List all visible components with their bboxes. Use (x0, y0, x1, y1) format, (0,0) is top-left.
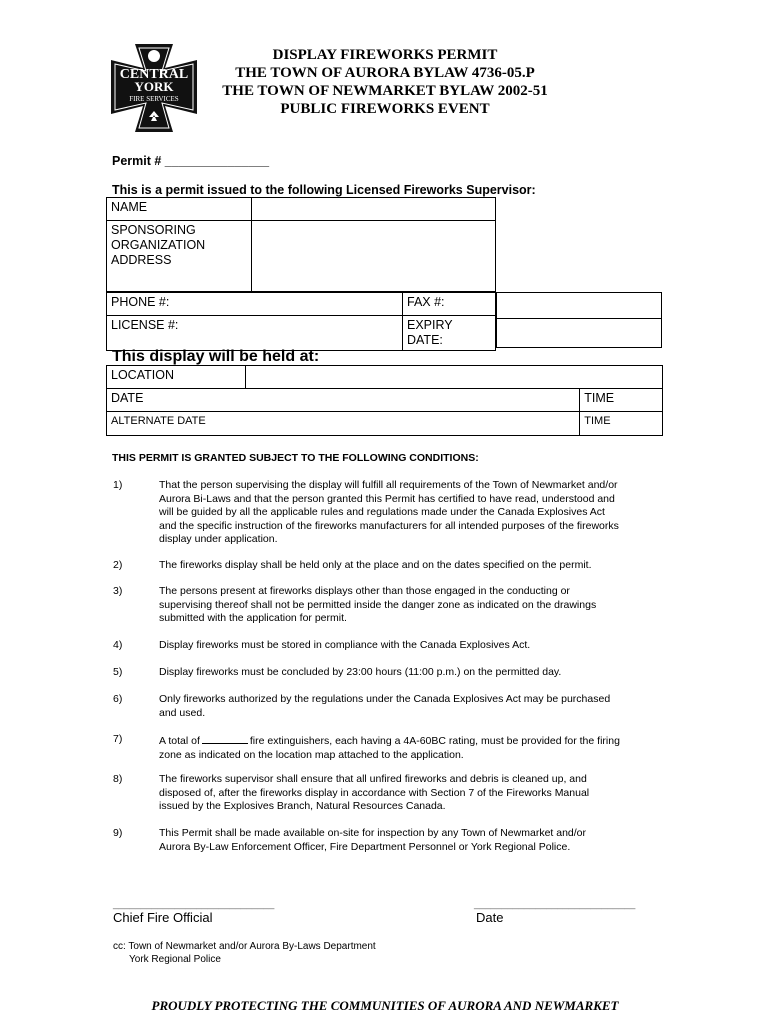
svg-text:FIRE SERVICES: FIRE SERVICES (129, 95, 179, 103)
organization-address-label (107, 221, 252, 292)
permit-number-label: Permit # _______________ (112, 154, 270, 168)
date-label-signature: Date (476, 910, 504, 925)
chief-signature-line[interactable]: _____________________________ (113, 899, 275, 910)
condition-number: 3) (113, 585, 123, 597)
condition-line: Display fireworks must be stored in compliance with the Canada Explosives Act. (159, 639, 531, 651)
title-line-1: DISPLAY FIREWORKS PERMIT (272, 47, 498, 63)
name-label: NAME (107, 198, 252, 221)
phone-label: PHONE #: (107, 293, 403, 316)
condition-number: 2) (113, 559, 123, 571)
extinguisher-count-blank[interactable] (202, 733, 248, 744)
alternate-date-label: ALTERNATE DATE (107, 412, 580, 436)
condition-number: 7) (113, 733, 123, 745)
condition-line: The persons present at fireworks displays other than those engaged in the conducting or (159, 585, 570, 597)
condition-line: and used. (159, 706, 206, 719)
title-line-3: THE TOWN OF NEWMARKET BYLAW 2002-51 (222, 83, 548, 99)
condition-line: Display fireworks must be concluded by 23:00 hours (11:00 p.m.) on the permitted day. (159, 666, 562, 678)
condition-number: 8) (113, 773, 123, 785)
fax-label: FAX #: (403, 293, 496, 316)
fax-expiry-value-box[interactable] (496, 292, 662, 348)
chief-fire-official-label: Chief Fire Official (113, 910, 213, 925)
date-signature-line[interactable]: _____________________________ (474, 899, 636, 910)
date-label: DATE (107, 389, 580, 412)
name-field[interactable] (252, 198, 496, 221)
condition-line: Aurora By-Law Enforcement Officer, Fire Department Personnel or York Regional Police. (159, 840, 571, 853)
cc-line-2: York Regional Police (129, 954, 221, 965)
expiry-label (403, 316, 496, 351)
title-line-4: PUBLIC FIREWORKS EVENT (280, 101, 490, 117)
condition-number: 4) (113, 639, 123, 651)
condition-number: 9) (113, 827, 123, 839)
address-label: ADDRESS (111, 253, 172, 267)
display-table (106, 365, 663, 436)
svg-text:CENTRAL: CENTRAL (119, 67, 189, 82)
condition-line: The fireworks display shall be held only at the place and on the dates specified on the permit. (159, 559, 592, 571)
supervisor-table (106, 197, 496, 292)
condition-line: zone as indicated on the location map attached to the application. (159, 748, 464, 761)
location-label: LOCATION (107, 366, 246, 389)
svg-text:YORK: YORK (134, 79, 174, 94)
condition-line: display under application. (159, 533, 278, 545)
footer-slogan: PROUDLY PROTECTING THE COMMUNITIES OF AURORA AND NEWMARKET (151, 998, 619, 1013)
time-label: TIME (580, 389, 663, 412)
permit-title (205, 46, 565, 118)
condition-line: and the specific instruction of the fireworks manufacturers for all intended purposes of the fireworks (159, 519, 619, 532)
condition-line: That the person supervising the display will fulfill all requirements of the Town of Newmarket and/or (159, 479, 618, 491)
condition-line: disposed of, after the fireworks display in accordance with Section 7 of the Fireworks Manual (159, 786, 590, 799)
title-line-2: THE TOWN OF AURORA BYLAW 4736-05.P (235, 65, 535, 81)
central-york-fire-services-logo (105, 38, 203, 136)
condition-number: 5) (113, 666, 123, 678)
fax-expiry-divider (496, 318, 662, 319)
contact-table (106, 292, 496, 351)
expiry-label-1: EXPIRY (407, 318, 453, 332)
condition-line: Only fireworks authorized by the regulations under the Canada Explosives Act may be purchased (159, 693, 611, 705)
cc-line-1: cc: Town of Newmarket and/or Aurora By-Laws Department (113, 941, 376, 952)
condition-line (159, 733, 659, 749)
condition-line: will be guided by all the applicable rules and regulations made under the Canada Explosives Act (159, 506, 605, 518)
organization-address-field[interactable] (252, 221, 496, 292)
condition-line: Aurora Bi-Laws and that the person granted this Permit has certified to have read, understood and (159, 492, 615, 505)
expiry-label-2: DATE: (407, 333, 443, 347)
condition-line: supervising thereof shall not be permitted inside the danger zone as indicated on the drawings (159, 598, 597, 611)
condition-text: A total of (159, 735, 200, 747)
condition-number: 6) (113, 693, 123, 705)
condition-text: fire extinguishers, each having a 4A-60BC rating, must be provided for the firing (249, 735, 620, 747)
location-field[interactable] (246, 366, 663, 389)
condition-line: submitted with the application for permit. (159, 612, 347, 624)
display-location-heading: This display will be held at: (112, 348, 320, 365)
license-label: LICENSE #: (107, 316, 403, 351)
condition-number: 1) (113, 479, 123, 491)
conditions-heading: THIS PERMIT IS GRANTED SUBJECT TO THE FOLLOWING CONDITIONS: (112, 452, 479, 464)
cc-list (113, 940, 376, 966)
condition-line: The fireworks supervisor shall ensure that all unfired fireworks and debris is cleaned up, and (159, 773, 587, 785)
org-label-1: SPONSORING (111, 223, 196, 237)
condition-line: issued by the Explosives Branch, Natural Resources Canada. (159, 800, 446, 812)
org-label-2: ORGANIZATION (111, 238, 206, 252)
alternate-time-label: TIME (580, 412, 663, 436)
supervisor-intro: This is a permit issued to the following Licensed Fireworks Supervisor: (112, 183, 536, 197)
condition-line: This Permit shall be made available on-site for inspection by any Town of Newmarket and/or (159, 827, 587, 839)
